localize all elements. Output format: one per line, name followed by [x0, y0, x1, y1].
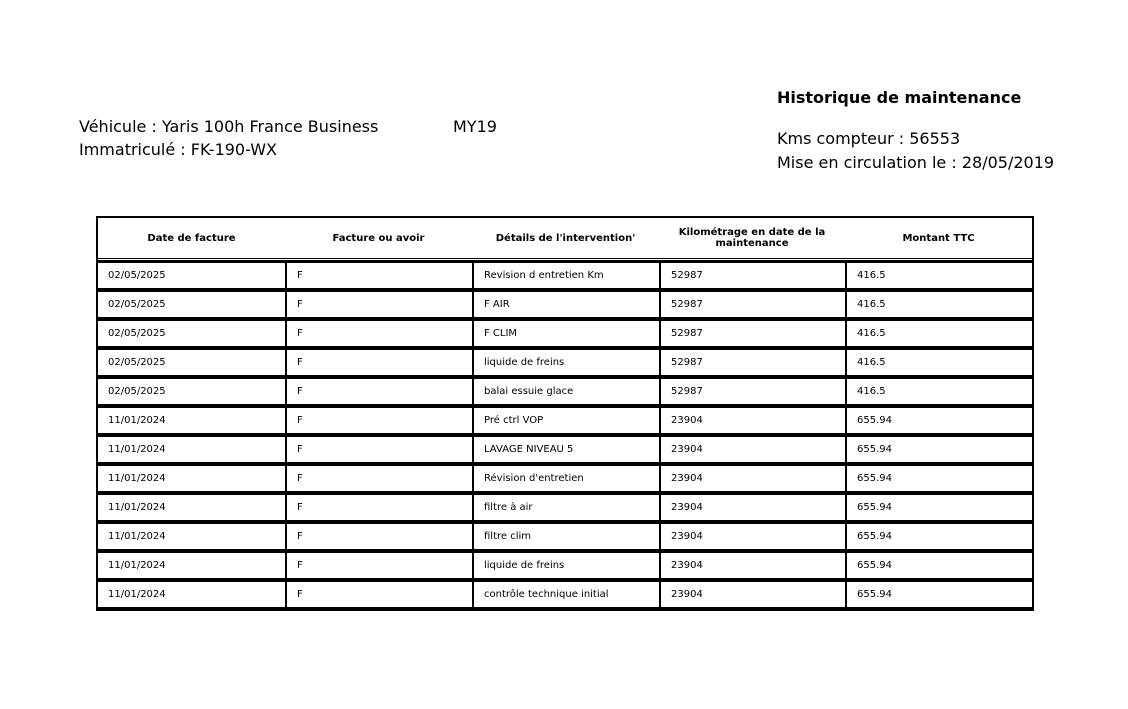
cell-details: Pré ctrl VOP	[472, 406, 659, 435]
cell-type: F	[285, 377, 472, 406]
cell-details: LAVAGE NIVEAU 5	[472, 435, 659, 464]
cell-details: balai essuie glace	[472, 377, 659, 406]
maintenance-table	[96, 216, 1034, 611]
first-registration-label: Mise en circulation le : 28/05/2019	[777, 153, 1055, 172]
cell-amount: 655.94	[845, 493, 1032, 522]
cell-details: Révision d'entretien	[472, 464, 659, 493]
cell-amount: 655.94	[845, 580, 1032, 609]
cell-mileage: 23904	[659, 522, 845, 551]
cell-amount: 416.5	[845, 319, 1032, 348]
cell-mileage: 23904	[659, 464, 845, 493]
cell-mileage: 52987	[659, 377, 845, 406]
model-year: MY19	[453, 117, 497, 136]
cell-amount: 416.5	[845, 377, 1032, 406]
table-row	[98, 377, 1032, 406]
cell-amount: 416.5	[845, 261, 1032, 290]
odometer-label: Kms compteur : 56553	[777, 129, 961, 148]
column-header-date: Date de facture	[98, 216, 285, 261]
cell-date: 11/01/2024	[98, 464, 285, 493]
cell-type: F	[285, 522, 472, 551]
cell-type: F	[285, 319, 472, 348]
table-row	[98, 406, 1032, 435]
column-header-details: Détails de l'intervention'	[472, 216, 659, 261]
cell-type: F	[285, 406, 472, 435]
table-row	[98, 290, 1032, 319]
cell-mileage: 52987	[659, 348, 845, 377]
cell-amount: 655.94	[845, 435, 1032, 464]
cell-mileage: 23904	[659, 435, 845, 464]
cell-details: filtre clim	[472, 522, 659, 551]
cell-type: F	[285, 348, 472, 377]
cell-details: Revision d entretien Km	[472, 261, 659, 290]
cell-type: F	[285, 290, 472, 319]
cell-date: 11/01/2024	[98, 551, 285, 580]
table-row	[98, 261, 1032, 290]
cell-mileage: 52987	[659, 319, 845, 348]
cell-mileage: 23904	[659, 406, 845, 435]
table-body	[98, 261, 1032, 609]
cell-amount: 655.94	[845, 522, 1032, 551]
cell-type: F	[285, 261, 472, 290]
cell-details: contrôle technique initial	[472, 580, 659, 609]
cell-date: 02/05/2025	[98, 348, 285, 377]
cell-details: filtre à air	[472, 493, 659, 522]
cell-date: 02/05/2025	[98, 290, 285, 319]
report-title: Historique de maintenance	[777, 88, 1022, 107]
cell-date: 02/05/2025	[98, 319, 285, 348]
cell-date: 11/01/2024	[98, 406, 285, 435]
table-row	[98, 580, 1032, 609]
cell-date: 11/01/2024	[98, 522, 285, 551]
table-row	[98, 319, 1032, 348]
table-row	[98, 551, 1032, 580]
cell-mileage: 52987	[659, 261, 845, 290]
vehicle-label: Véhicule : Yaris 100h France Business	[79, 117, 379, 136]
cell-mileage: 52987	[659, 290, 845, 319]
cell-amount: 416.5	[845, 290, 1032, 319]
cell-amount: 416.5	[845, 348, 1032, 377]
column-header-type: Facture ou avoir	[285, 216, 472, 261]
cell-mileage: 23904	[659, 580, 845, 609]
registration-label: Immatriculé : FK-190-WX	[79, 140, 278, 159]
cell-date: 02/05/2025	[98, 377, 285, 406]
column-header-mileage: Kilométrage en date de la maintenance	[659, 216, 845, 261]
cell-amount: 655.94	[845, 551, 1032, 580]
cell-details: liquide de freins	[472, 551, 659, 580]
table-row	[98, 493, 1032, 522]
cell-date: 11/01/2024	[98, 493, 285, 522]
cell-date: 11/01/2024	[98, 435, 285, 464]
cell-details: F AIR	[472, 290, 659, 319]
column-header-amount: Montant TTC	[845, 216, 1032, 261]
cell-type: F	[285, 580, 472, 609]
cell-type: F	[285, 551, 472, 580]
cell-details: F CLIM	[472, 319, 659, 348]
cell-type: F	[285, 493, 472, 522]
cell-mileage: 23904	[659, 493, 845, 522]
table-row	[98, 435, 1032, 464]
cell-type: F	[285, 464, 472, 493]
table-row	[98, 348, 1032, 377]
cell-amount: 655.94	[845, 464, 1032, 493]
table-header-row	[98, 216, 1032, 261]
table-row	[98, 522, 1032, 551]
table-row	[98, 464, 1032, 493]
cell-amount: 655.94	[845, 406, 1032, 435]
cell-date: 02/05/2025	[98, 261, 285, 290]
cell-type: F	[285, 435, 472, 464]
cell-mileage: 23904	[659, 551, 845, 580]
cell-details: liquide de freins	[472, 348, 659, 377]
cell-date: 11/01/2024	[98, 580, 285, 609]
